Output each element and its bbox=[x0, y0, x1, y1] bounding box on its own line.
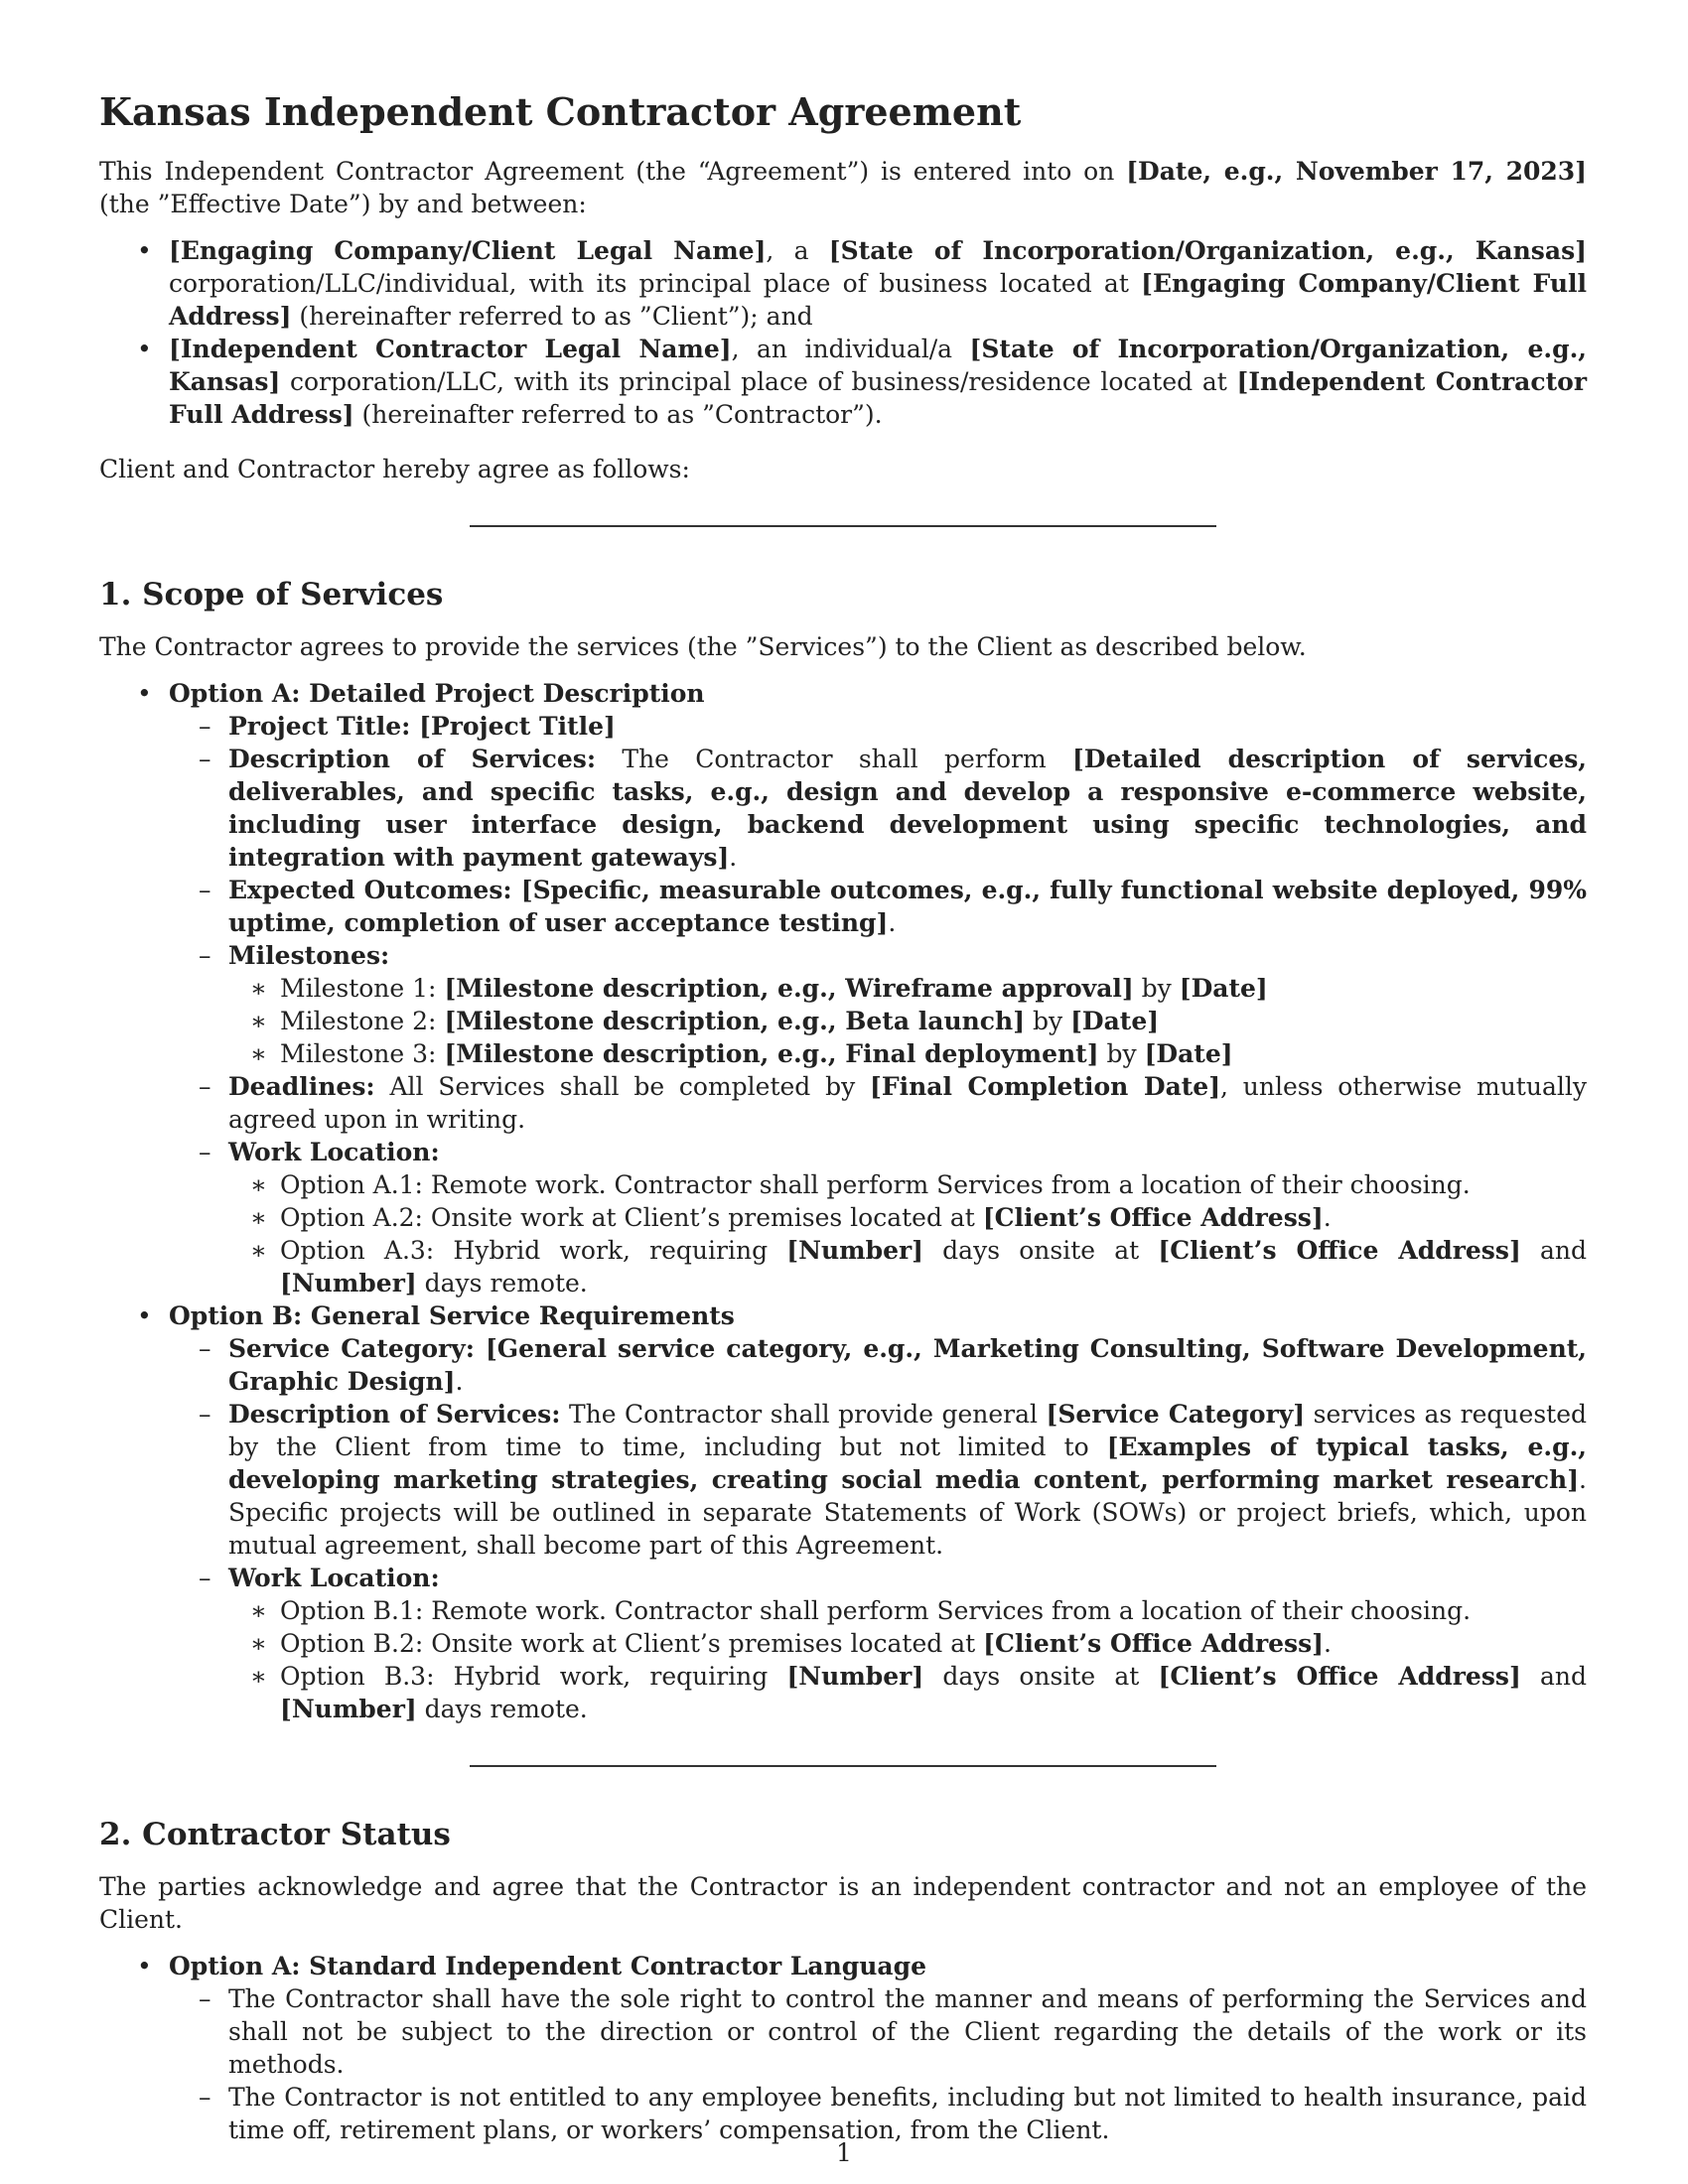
section-1-heading: 1. Scope of Services bbox=[99, 577, 444, 613]
section-2-option-a: • Option A: Standard Independent Contractor Language – The Contractor shall have the sole right to control the manner and means of performing the Services and shall not be subject to the direction or control of the Client regarding the details of the work or its methods. – The Contractor is not entitled to any employee benefits, including but not limited to health insurance, paid time off, retirement plans, or workers’ compensation, from the Client. bbox=[99, 1950, 1587, 2146]
location-option: ∗ Option B.1: Remote work. Contractor shall perform Services from a location of their choosing. bbox=[228, 1594, 1587, 1627]
page-number: 1 bbox=[836, 2138, 852, 2167]
location-option: ∗ Option A.2: Onsite work at Client’s premises located at [Client’s Office Address]. bbox=[228, 1201, 1587, 1234]
status-item: – The Contractor shall have the sole right to control the manner and means of performing the Services and shall not be subject to the direction or control of the Client regarding the details of the work or its methods. bbox=[169, 1982, 1587, 2081]
section-2-heading: 2. Contractor Status bbox=[99, 1817, 451, 1852]
section-1-option-b: • Option B: General Service Requirements – Service Category: [General service category, e.g., Marketing Consulting, Software Development, Graphic Design]. – Description of Services: The Contractor shall provide general [Service Category] services as requested by the Client from time to time, including but not limited to [Examples of typical tasks, e.g., developing marketing strategies, creating social media content, performing market research]. Specific projects will be outlined in separate Statements of Work (SOWs) or project briefs, which, upon mutual agreement, shall become part of this Agreement. – Work Location: ∗ Option B.1: Remote work. Contractor shall perform Services from a location of their choosing. ∗ Option B.2: Onsite work at Client’s premises located at [Client’s Office Address]. ∗ Option B.3: Hybrid work, requiring [Number] days onsite at [Client’s Office Address] and [Number] days remote. bbox=[99, 1299, 1587, 1725]
document-body bbox=[99, 87, 1587, 2146]
location-option: ∗ Option B.3: Hybrid work, requiring [Number] days onsite at [Client’s Office Address] and [Number] days remote. bbox=[228, 1660, 1587, 1725]
project-title-item: – Project Title: [Project Title] bbox=[169, 710, 1587, 743]
location-option: ∗ Option B.2: Onsite work at Client’s premises located at [Client’s Office Address]. bbox=[228, 1627, 1587, 1660]
description-item: – Description of Services: The Contractor shall perform [Detailed description of services, deliverables, and specific tasks, e.g., design and develop a responsive e-commerce website, including user interface design, backend development using specific technologies, and integration with payment gateways]. bbox=[169, 743, 1587, 874]
section-1-option-a: • Option A: Detailed Project Description – Project Title: [Project Title] – Description of Services: The Contractor shall perform [Detailed description of services, deliverables, and specific tasks, e.g., design and develop a responsive e-commerce website, including user interface design, backend development using specific technologies, and integration with payment gateways]. – Expected Outcomes: [Specific, measurable outcomes, e.g., fully functional website deployed, 99% uptime, completion of user acceptance testing]. – Milestones: ∗ Milestone 1: [Milestone description, e.g., Wireframe approval] by [Date] ∗ Milestone 2: [Milestone description, e.g., Beta launch] by [Date] ∗ Milestone 3: [Milestone description, e.g., Final deployment] by [Date] – Deadlines: All Services shall be completed by [Final Completion Date], unless otherwise mutually agreed upon in writing. – Work Location: ∗ Option A.1: Remote work. Contractor shall perform Services from a location of their choosing. ∗ Option A.2: Onsite work at Client’s premises located at [Client’s Office Address]. ∗ Option A.3: Hybrid work, requiring [Number] days onsite at [Client’s Office Address] and [Number] days remote. bbox=[99, 677, 1587, 1299]
deadlines-item: – Deadlines: All Services shall be completed by [Final Completion Date], unless otherwise mutually agreed upon in writing. bbox=[169, 1070, 1587, 1136]
status-item: – The Contractor is not entitled to any employee benefits, including but not limited to health insurance, paid time off, retirement plans, or workers’ compensation, from the Client. bbox=[169, 2081, 1587, 2146]
location-option: ∗ Option A.1: Remote work. Contractor shall perform Services from a location of their choosing. bbox=[228, 1168, 1587, 1201]
party-contractor: • [Independent Contractor Legal Name], an individual/a [State of Incorporation/Organization, e.g., Kansas] corporation/LLC, with its principal place of business/residence located at [Independent Contractor Full Address] (hereinafter referred to as ”Contractor”). bbox=[99, 333, 1587, 431]
outcomes-item: – Expected Outcomes: [Specific, measurable outcomes, e.g., fully functional website deployed, 99% uptime, completion of user acceptance testing]. bbox=[169, 874, 1587, 939]
work-location-item: – Work Location: ∗ Option A.1: Remote work. Contractor shall perform Services from a location of their choosing. ∗ Option A.2: Onsite work at Client’s premises located at [Client’s Office Address]. ∗ Option A.3: Hybrid work, requiring [Number] days onsite at [Client’s Office Address] and [Number] days remote. bbox=[169, 1136, 1587, 1299]
milestones-item: – Milestones: ∗ Milestone 1: [Milestone description, e.g., Wireframe approval] by [Date] ∗ Milestone 2: [Milestone description, e.g., Beta launch] by [Date] ∗ Milestone 3: [Milestone description, e.g., Final deployment] by [Date] bbox=[169, 939, 1587, 1070]
section-1-intro: The Contractor agrees to provide the services (the ”Services”) to the Client as described below. bbox=[99, 632, 1307, 661]
intro-paragraph: This Independent Contractor Agreement (the “Agreement”) is entered into on [Date, e.g., November 17, 2023] (the ”Effective Date”) by and between: bbox=[99, 157, 1587, 218]
description-item: – Description of Services: The Contractor shall provide general [Service Category] services as requested by the Client from time to time, including but not limited to [Examples of typical tasks, e.g., developing marketing strategies, creating social media content, performing market research]. Specific projects will be outlined in separate Statements of Work (SOWs) or project briefs, which, upon mutual agreement, shall become part of this Agreement. bbox=[169, 1398, 1587, 1562]
section-2-intro: The parties acknowledge and agree that the Contractor is an independent contractor and not an employee of the Client. bbox=[99, 1872, 1587, 1934]
milestone-item: ∗ Milestone 3: [Milestone description, e.g., Final deployment] by [Date] bbox=[228, 1037, 1587, 1070]
section-divider bbox=[470, 1765, 1216, 1767]
agree-paragraph: Client and Contractor hereby agree as follows: bbox=[99, 455, 690, 483]
location-option: ∗ Option A.3: Hybrid work, requiring [Number] days onsite at [Client’s Office Address] and [Number] days remote. bbox=[228, 1234, 1587, 1299]
service-category-item: – Service Category: [General service category, e.g., Marketing Consulting, Software Development, Graphic Design]. bbox=[169, 1332, 1587, 1398]
section-1-options bbox=[99, 677, 1587, 1725]
work-location-item: – Work Location: ∗ Option B.1: Remote work. Contractor shall perform Services from a location of their choosing. ∗ Option B.2: Onsite work at Client’s premises located at [Client’s Office Address]. ∗ Option B.3: Hybrid work, requiring [Number] days onsite at [Client’s Office Address] and [Number] days remote. bbox=[169, 1562, 1587, 1725]
section-2-options bbox=[99, 1950, 1587, 2146]
section-divider bbox=[470, 525, 1216, 527]
milestone-item: ∗ Milestone 2: [Milestone description, e.g., Beta launch] by [Date] bbox=[228, 1005, 1587, 1037]
milestone-item: ∗ Milestone 1: [Milestone description, e.g., Wireframe approval] by [Date] bbox=[228, 972, 1587, 1005]
parties-list bbox=[99, 234, 1587, 431]
document-title: Kansas Independent Contractor Agreement bbox=[99, 89, 1022, 134]
effective-date-placeholder: [Date, e.g., November 17, 2023] bbox=[1126, 157, 1587, 186]
party-client: • [Engaging Company/Client Legal Name], a [State of Incorporation/Organization, e.g., Kansas] corporation/LLC/individual, with its principal place of business located at [Engaging Company/Client Full Address] (hereinafter referred to as ”Client”); and bbox=[99, 234, 1587, 333]
